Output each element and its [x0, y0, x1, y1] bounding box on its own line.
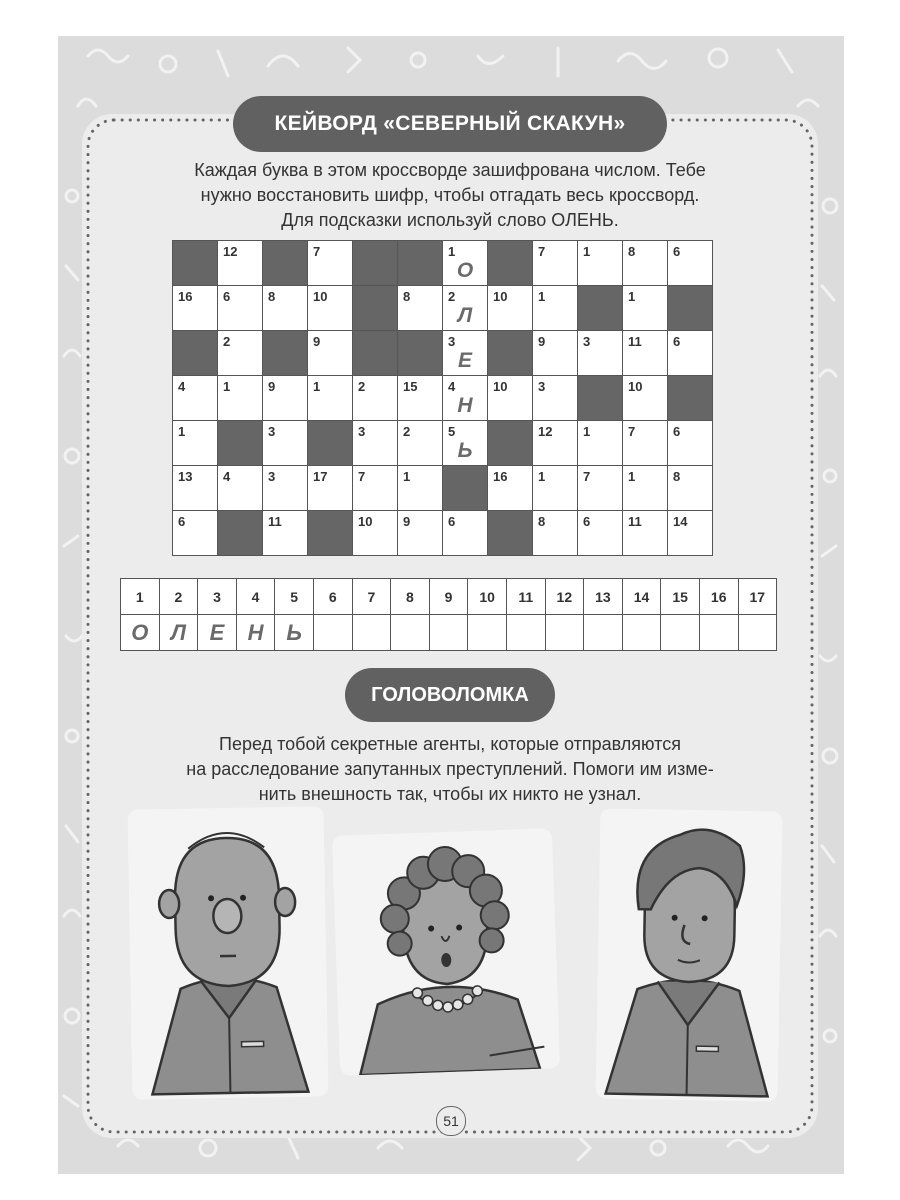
cipher-key-table	[120, 578, 777, 651]
cell-number: 1	[583, 424, 591, 439]
crossword-black-cell	[668, 376, 713, 421]
crossword-cell	[173, 466, 218, 511]
key-number-cell: 3	[198, 579, 237, 615]
key-number-cell: 9	[429, 579, 468, 615]
key-letter-cell[interactable]	[545, 615, 584, 651]
cell-number: 7	[583, 469, 591, 484]
key-number-cell: 14	[622, 579, 661, 615]
crossword-black-cell	[488, 511, 533, 556]
crossword-cell	[353, 376, 398, 421]
crossword-cell	[668, 466, 713, 511]
crossword-black-cell	[488, 421, 533, 466]
instruction-line: Для подсказки используй слово ОЛЕНЬ.	[281, 210, 619, 230]
crossword-black-cell	[353, 331, 398, 376]
cell-number: 1	[538, 469, 546, 484]
crossword-cell	[173, 421, 218, 466]
cell-number: 7	[628, 424, 636, 439]
crossword-cell	[668, 511, 713, 556]
key-number-cell: 10	[468, 579, 507, 615]
instruction-line: на расследование запутанных преступлений. Помоги им изме-	[186, 759, 714, 779]
cell-number: 1	[583, 244, 591, 259]
key-letter-cell[interactable]	[661, 615, 700, 651]
cell-number: 9	[313, 334, 321, 349]
cell-number: 11	[628, 514, 642, 529]
key-letter-cell[interactable]	[352, 615, 391, 651]
crossword-cell	[623, 241, 668, 286]
agent-curly-woman-illustration	[332, 828, 560, 1076]
crossword-cell	[443, 421, 488, 466]
cell-number: 1	[538, 289, 546, 304]
cell-number: 9	[403, 514, 411, 529]
key-letter-cell[interactable]	[429, 615, 468, 651]
cell-number: 6	[673, 424, 681, 439]
cell-number: 16	[493, 469, 508, 484]
cipher-key-letters-row	[121, 615, 777, 651]
cell-number: 9	[538, 334, 546, 349]
crossword-cell	[308, 286, 353, 331]
cell-letter: Е	[457, 349, 472, 372]
cell-number: 11	[628, 334, 642, 349]
cell-number: 4	[178, 379, 186, 394]
crossword-black-cell	[668, 286, 713, 331]
crossword-cell	[623, 286, 668, 331]
crossword-cell	[173, 511, 218, 556]
crossword-cell	[533, 466, 578, 511]
crossword-cell	[533, 286, 578, 331]
key-letter-cell[interactable]	[506, 615, 545, 651]
crossword-grid	[172, 240, 713, 556]
key-number-cell: 1	[121, 579, 160, 615]
crossword-cell	[578, 421, 623, 466]
keyword-instructions	[110, 158, 790, 233]
key-letter-cell[interactable]	[313, 615, 352, 651]
key-letter-cell[interactable]	[584, 615, 623, 651]
cell-number: 10	[493, 379, 508, 394]
cell-number: 3	[268, 424, 276, 439]
crossword-cell	[443, 286, 488, 331]
cell-number: 10	[628, 379, 643, 394]
cell-number: 1	[403, 469, 411, 484]
cell-number: 12	[538, 424, 553, 439]
cell-number: 8	[403, 289, 411, 304]
crossword-cell	[668, 331, 713, 376]
key-number-cell: 15	[661, 579, 700, 615]
crossword-black-cell	[488, 331, 533, 376]
key-number-cell: 8	[391, 579, 430, 615]
cell-number: 6	[448, 514, 456, 529]
crossword-black-cell	[443, 466, 488, 511]
instruction-line: Перед тобой секретные агенты, которые отправляются	[219, 734, 681, 754]
crossword-cell	[218, 376, 263, 421]
crossword-black-cell	[263, 331, 308, 376]
crossword-cell	[578, 466, 623, 511]
crossword-black-cell	[578, 286, 623, 331]
key-number-cell: 13	[584, 579, 623, 615]
key-letter-cell[interactable]	[468, 615, 507, 651]
cell-number: 8	[538, 514, 546, 529]
crossword-cell	[308, 376, 353, 421]
crossword-cell	[398, 511, 443, 556]
cell-number: 1	[628, 289, 636, 304]
cell-number: 5	[448, 424, 456, 439]
crossword-black-cell	[308, 511, 353, 556]
crossword-black-cell	[173, 331, 218, 376]
cell-number: 8	[268, 289, 276, 304]
crossword-cell	[218, 331, 263, 376]
crossword-cell	[398, 286, 443, 331]
cell-number: 9	[268, 379, 276, 394]
crossword-cell	[173, 286, 218, 331]
key-number-cell: 4	[236, 579, 275, 615]
crossword-cell	[308, 466, 353, 511]
crossword-black-cell	[353, 286, 398, 331]
instruction-line: нить внешность так, чтобы их никто не узнал.	[258, 784, 642, 804]
crossword-black-cell	[308, 421, 353, 466]
page-number: 51	[436, 1106, 466, 1136]
crossword-cell	[578, 241, 623, 286]
crossword-cell	[398, 466, 443, 511]
crossword-cell	[623, 331, 668, 376]
crossword-black-cell	[398, 331, 443, 376]
cell-letter: О	[456, 259, 474, 282]
crossword-cell	[398, 376, 443, 421]
crossword-row	[173, 286, 713, 331]
cell-number: 16	[178, 289, 193, 304]
key-number-cell: 17	[738, 579, 777, 615]
key-letter-cell[interactable]	[738, 615, 777, 651]
key-number-cell: 16	[699, 579, 738, 615]
crossword-cell	[443, 511, 488, 556]
crossword-cell	[533, 511, 578, 556]
cell-number: 6	[583, 514, 591, 529]
crossword-cell	[263, 286, 308, 331]
crossword-cell	[218, 241, 263, 286]
cell-number: 11	[268, 514, 282, 529]
key-letter-cell[interactable]	[699, 615, 738, 651]
crossword-row	[173, 241, 713, 286]
crossword-cell	[488, 376, 533, 421]
cell-number: 10	[313, 289, 328, 304]
crossword-cell	[533, 241, 578, 286]
key-number-cell: 12	[545, 579, 584, 615]
key-number-cell: 7	[352, 579, 391, 615]
cell-number: 7	[538, 244, 546, 259]
cell-number: 3	[268, 469, 276, 484]
cell-number: 6	[673, 244, 681, 259]
cell-number: 2	[448, 289, 456, 304]
key-letter-cell[interactable]: Ь	[275, 615, 314, 651]
cell-number: 14	[673, 514, 688, 529]
cell-number: 6	[178, 514, 186, 529]
cell-letter: Л	[457, 304, 473, 327]
cell-number: 3	[358, 424, 366, 439]
cell-number: 1	[223, 379, 231, 394]
crossword-cell	[623, 421, 668, 466]
puzzle-instructions	[110, 732, 790, 807]
instruction-line: Каждая буква в этом кроссворде зашифрована числом. Тебе	[194, 160, 706, 180]
cell-number: 2	[223, 334, 231, 349]
cell-number: 1	[448, 244, 456, 259]
crossword-row	[173, 376, 713, 421]
cell-number: 10	[358, 514, 373, 529]
cell-number: 7	[358, 469, 366, 484]
agent-bald-man-illustration	[127, 806, 328, 1099]
crossword-row	[173, 331, 713, 376]
crossword-cell	[488, 286, 533, 331]
crossword-black-cell	[353, 241, 398, 286]
cell-number: 12	[223, 244, 238, 259]
crossword-row	[173, 421, 713, 466]
crossword-cell	[308, 331, 353, 376]
cell-number: 6	[673, 334, 681, 349]
crossword-cell	[533, 421, 578, 466]
cell-number: 2	[358, 379, 366, 394]
crossword-row	[173, 511, 713, 556]
crossword-black-cell	[488, 241, 533, 286]
crossword-row	[173, 466, 713, 511]
crossword-cell	[443, 331, 488, 376]
key-letter-cell[interactable]: Е	[198, 615, 237, 651]
crossword-cell	[533, 376, 578, 421]
cell-number: 8	[628, 244, 636, 259]
section-title-puzzle: ГОЛОВОЛОМКА	[345, 668, 555, 722]
cell-number: 3	[583, 334, 591, 349]
crossword-cell	[623, 466, 668, 511]
cell-number: 15	[403, 379, 418, 394]
crossword-black-cell	[398, 241, 443, 286]
key-letter-cell[interactable]	[622, 615, 661, 651]
crossword-cell	[623, 511, 668, 556]
key-number-cell: 2	[159, 579, 198, 615]
crossword-cell	[263, 466, 308, 511]
crossword-cell	[443, 376, 488, 421]
cell-number: 8	[673, 469, 681, 484]
crossword-black-cell	[173, 241, 218, 286]
crossword-cell	[623, 376, 668, 421]
key-letter-cell[interactable]: Л	[159, 615, 198, 651]
key-letter-cell[interactable]	[391, 615, 430, 651]
crossword-cell	[443, 241, 488, 286]
cell-number: 7	[313, 244, 321, 259]
cell-number: 13	[178, 469, 193, 484]
cell-number: 10	[493, 289, 508, 304]
cell-number: 6	[223, 289, 231, 304]
key-number-cell: 6	[313, 579, 352, 615]
crossword-black-cell	[263, 241, 308, 286]
crossword-cell	[353, 511, 398, 556]
key-letter-cell[interactable]: Н	[236, 615, 275, 651]
cell-number: 2	[403, 424, 411, 439]
section-title-keyword: КЕЙВОРД «СЕВЕРНЫЙ СКАКУН»	[233, 96, 667, 152]
crossword-cell	[218, 286, 263, 331]
key-number-cell: 11	[506, 579, 545, 615]
cipher-key-numbers-row	[121, 579, 777, 615]
crossword-cell	[398, 421, 443, 466]
crossword-black-cell	[578, 376, 623, 421]
key-number-cell: 5	[275, 579, 314, 615]
crossword-cell	[173, 376, 218, 421]
cell-number: 17	[313, 469, 328, 484]
crossword-cell	[263, 376, 308, 421]
cell-number: 4	[448, 379, 456, 394]
cell-number: 3	[538, 379, 546, 394]
crossword-black-cell	[218, 421, 263, 466]
crossword-cell	[488, 466, 533, 511]
crossword-cell	[263, 511, 308, 556]
crossword-cell	[353, 466, 398, 511]
crossword-cell	[533, 331, 578, 376]
instruction-line: нужно восстановить шифр, чтобы отгадать весь кроссворд.	[200, 185, 700, 205]
crossword-cell	[353, 421, 398, 466]
crossword-cell	[668, 241, 713, 286]
cell-number: 1	[178, 424, 186, 439]
cell-number: 1	[628, 469, 636, 484]
crossword-cell	[578, 331, 623, 376]
key-letter-cell[interactable]: О	[121, 615, 160, 651]
cell-number: 1	[313, 379, 321, 394]
crossword-cell	[308, 241, 353, 286]
agent-young-man-illustration	[595, 808, 782, 1101]
cell-number: 4	[223, 469, 231, 484]
cell-number: 3	[448, 334, 456, 349]
cell-letter: Ь	[457, 439, 473, 462]
cell-letter: Н	[457, 394, 473, 417]
crossword-cell	[668, 421, 713, 466]
crossword-cell	[218, 466, 263, 511]
crossword-cell	[578, 511, 623, 556]
crossword-black-cell	[218, 511, 263, 556]
crossword-cell	[263, 421, 308, 466]
